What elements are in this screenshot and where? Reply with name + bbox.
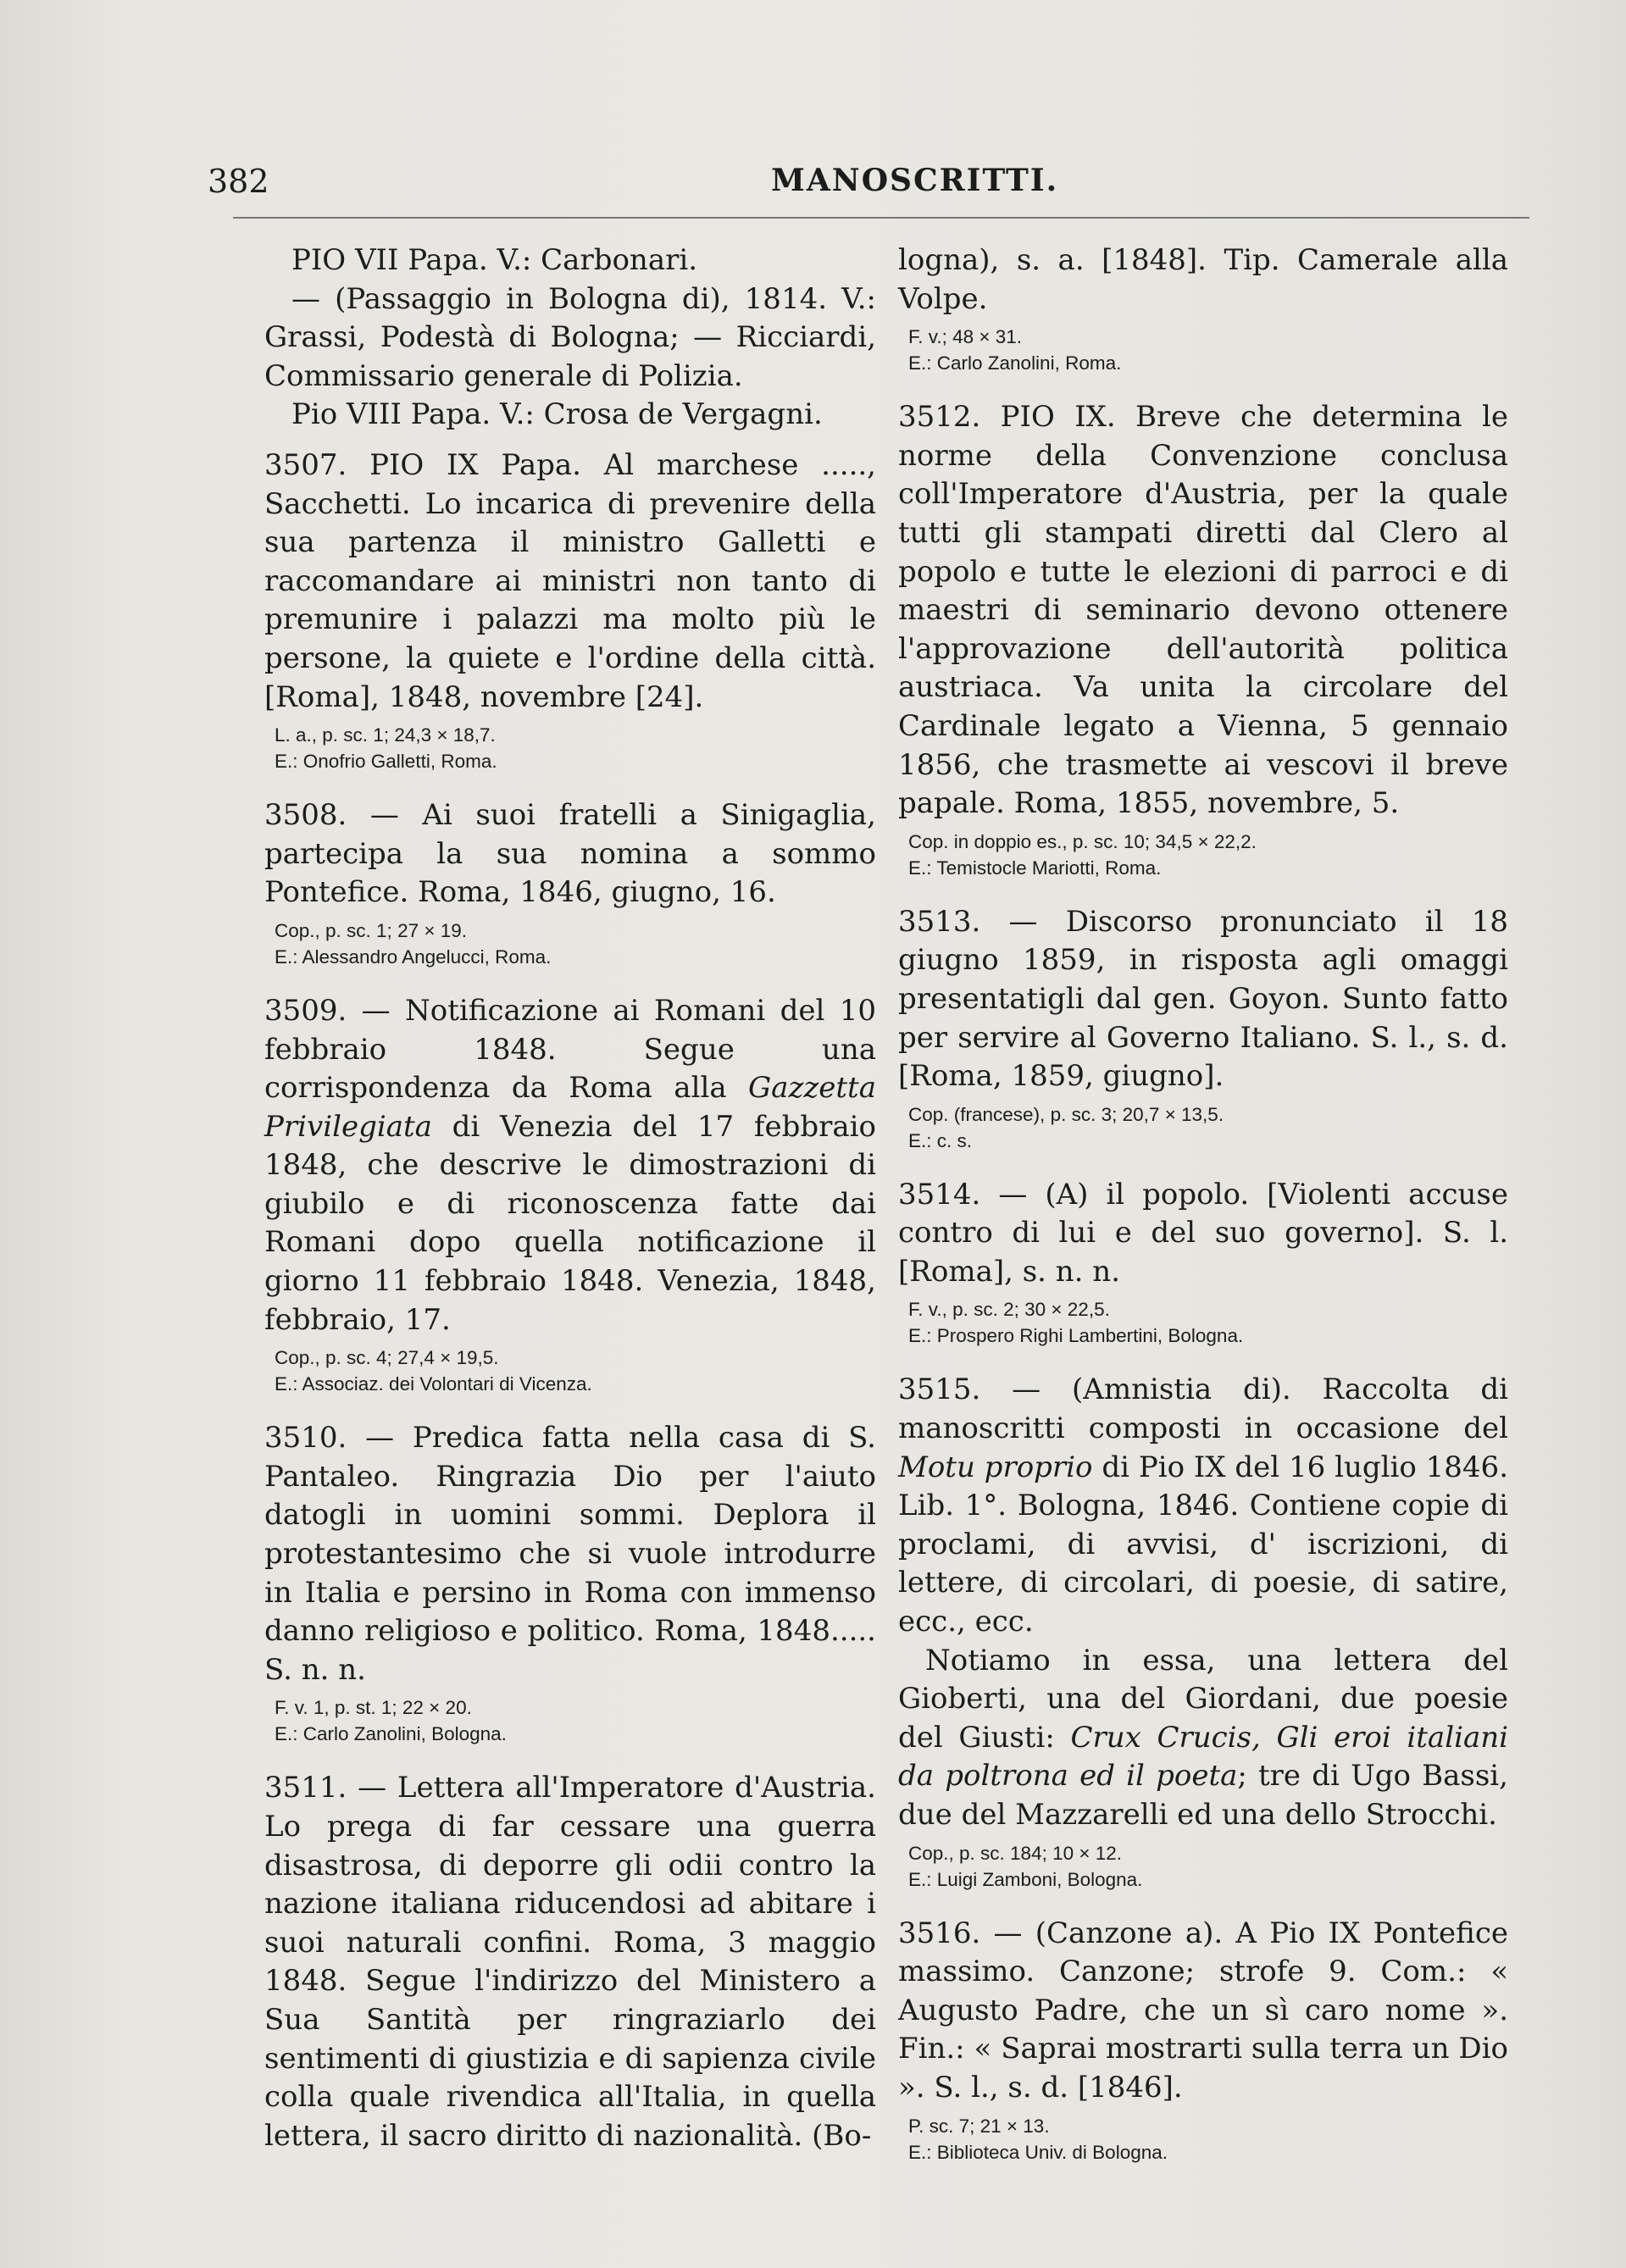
entry-text: 3509. — Notificazione ai Romani del 10 febbraio 1848. Segue una corrispondenza da Roma alla Gazzetta Privilegiata di Venezia del 17 febbraio 1848, che descrive le dimostrazioni di giubilo e di riconoscenza fatte dai Romani dopo quella notificazione il giorno 11 febbraio 1848. Venezia, 1848, febbraio, 17.: [264, 993, 876, 1337]
intro-line: — (Passaggio in Bologna di), 1814. V.: Grassi, Podestà di Bologna; — Ricciardi, Commissario generale di Polizia.: [264, 281, 876, 393]
entry-3511-continued: [898, 241, 1508, 376]
entry-physical-desc: F. v.; 48 × 31.: [908, 326, 1023, 348]
entry-note: Notiamo in essa, una lettera del Gioberti, una del Giordani, due poesie del Giusti: Crux Crucis, Gli eroi italiani da poltrona ed il poeta; tre di Ugo Bassi, due del Mazzarelli ed una dello Strocchi.: [898, 1643, 1508, 1832]
entry-3509: [264, 992, 876, 1397]
entry-physical-desc: Cop., p. sc. 4; 27,4 × 19,5.: [275, 1347, 499, 1369]
entry-owner: E.: Alessandro Angelucci, Roma.: [275, 945, 552, 968]
entry-owner: E.: Associaz. dei Volontari di Vicenza.: [275, 1373, 592, 1395]
entry-text: 3516. — (Canzone a). A Pio IX Pontefice massimo. Canzone; strofe 9. Com.: « Augusto Padre, che un sì caro nome ». Fin.: « Saprai mostrarti sulla terra un Dio ». S. l., s. d. [1846].: [898, 1916, 1508, 2104]
left-column: [264, 241, 876, 2177]
entry-text: logna), s. a. [1848]. Tip. Camerale alla Volpe.: [898, 243, 1508, 316]
header-rule: [233, 217, 1529, 219]
entry-owner: E.: Prospero Righi Lambertini, Bologna.: [908, 1325, 1244, 1347]
entry-physical-desc: Cop. (francese), p. sc. 3; 20,7 × 13,5.: [908, 1103, 1224, 1125]
entry-text: 3512. PIO IX. Breve che determina le norme della Convenzione conclusa coll'Imperatore d'Austria, per la quale tutti gli stampati diretti dal Clero al popolo e tutte le elezioni di parroci e di maestri di seminario devono ottenere l'approvazione dell'autorità politica austriaca. Va unita la circolare del Cardinale legato a Vienna, 5 gennaio 1856, che trasmette ai vescovi il breve papale. Roma, 1855, novembre, 5.: [898, 400, 1508, 821]
entry-owner: E.: Carlo Zanolini, Bologna.: [275, 1723, 507, 1745]
entry-owner: E.: Onofrio Galletti, Roma.: [275, 751, 497, 773]
entry-3507: [264, 446, 876, 774]
intro-line: PIO VII Papa. V.: Carbonari.: [291, 243, 698, 277]
entry-text: 3514. — (A) il popolo. [Violenti accuse contro di lui e del suo governo]. S. l. [Roma], s. n. n.: [898, 1177, 1508, 1289]
entry-3514: [898, 1176, 1508, 1350]
entry-owner: E.: Carlo Zanolini, Roma.: [908, 352, 1122, 374]
poem-titles: Crux Crucis, Gli eroi italiani da poltrona ed il poeta: [898, 1720, 1508, 1794]
entry-3511: [264, 1769, 876, 2155]
entry-physical-desc: Cop. in doppio es., p. sc. 10; 34,5 × 22,2.: [908, 830, 1257, 852]
entry-text: 3515. — (Amnistia di). Raccolta di manoscritti composti in occasione del Motu proprio di Pio IX del 16 luglio 1846. Lib. 1°. Bologna, 1846. Contiene copie di proclami, di avvisi, d' iscrizioni, di lettere, di circolari, di poesie, di satire, ecc., ecc.: [898, 1372, 1508, 1639]
intro-line: Pio VIII Papa. V.: Crosa de Vergagni.: [291, 397, 823, 432]
entry-text: 3511. — Lettera all'Imperatore d'Austria. Lo prega di far cessare una guerra disastrosa, di deporre gli odii contro la nazione italiana riducendosi ad abitare i suoi naturali confini. Roma, 3 maggio 1848. Segue l'indirizzo del Ministero a Sua Santità per ringraziarlo dei sentimenti di giustizia e di sapienza civile colla quale rivendica all'Italia, in quella lettera, il sacro diritto di nazionalità. (Bo-: [264, 1771, 876, 2153]
entry-3513: [898, 903, 1508, 1154]
entry-owner: E.: Luigi Zamboni, Bologna.: [908, 1868, 1143, 1890]
entry-physical-desc: P. sc. 7; 21 × 13.: [908, 2115, 1050, 2137]
entry-3512: [898, 398, 1508, 881]
entry-3515: [898, 1371, 1508, 1892]
running-title: MANOSCRITTI.: [771, 163, 1059, 198]
entry-owner: E.: Temistocle Mariotti, Roma.: [908, 857, 1162, 879]
entry-3510: [264, 1419, 876, 1747]
entry-text: 3507. PIO IX Papa. Al marchese ....., Sacchetti. Lo incarica di prevenire della sua partenza il ministro Galletti e raccomandare ai ministri non tanto di premunire i palazzi ma molto più le persone, la quiete e l'ordine della città. [Roma], 1848, novembre [24].: [264, 447, 876, 714]
entry-physical-desc: F. v., p. sc. 2; 30 × 22,5.: [908, 1299, 1110, 1321]
right-column: [898, 241, 1508, 2188]
entry-owner: E.: c. s.: [908, 1129, 973, 1151]
entry-physical-desc: Cop., p. sc. 184; 10 × 12.: [908, 1842, 1123, 1864]
document-title: Motu proprio: [898, 1450, 1093, 1484]
periodical-title: Gazzetta Privilegiata: [264, 1071, 876, 1144]
entry-text: 3513. — Discorso pronunciato il 18 giugno 1859, in risposta agli omaggi presentatigli dal gen. Goyon. Sunto fatto per servire al Governo Italiano. S. l., s. d. [Roma, 1859, giugno].: [898, 904, 1508, 1094]
entry-3508: [264, 796, 876, 970]
entry-text: 3510. — Predica fatta nella casa di S. Pantaleo. Ringrazia Dio per l'aiuto datogli in uomini sommi. Deplora il protestantesimo che si vuole introdurre in Italia e persino in Roma con immenso danno religioso e politico. Roma, 1848..... S. n. n.: [264, 1421, 876, 1687]
entry-physical-desc: F. v. 1, p. st. 1; 22 × 20.: [275, 1697, 472, 1719]
page-number: 382: [208, 163, 269, 200]
entry-text: 3508. — Ai suoi fratelli a Sinigaglia, partecipa la sua nomina a sommo Pontefice. Roma, 1846, giugno, 16.: [264, 798, 876, 910]
entry-owner: E.: Biblioteca Univ. di Bologna.: [908, 2141, 1168, 2163]
page-header: [208, 163, 1529, 205]
entry-physical-desc: Cop., p. sc. 1; 27 × 19.: [275, 919, 468, 941]
entry-3516: [898, 1915, 1508, 2165]
entry-physical-desc: L. a., p. sc. 1; 24,3 × 18,7.: [275, 724, 496, 746]
